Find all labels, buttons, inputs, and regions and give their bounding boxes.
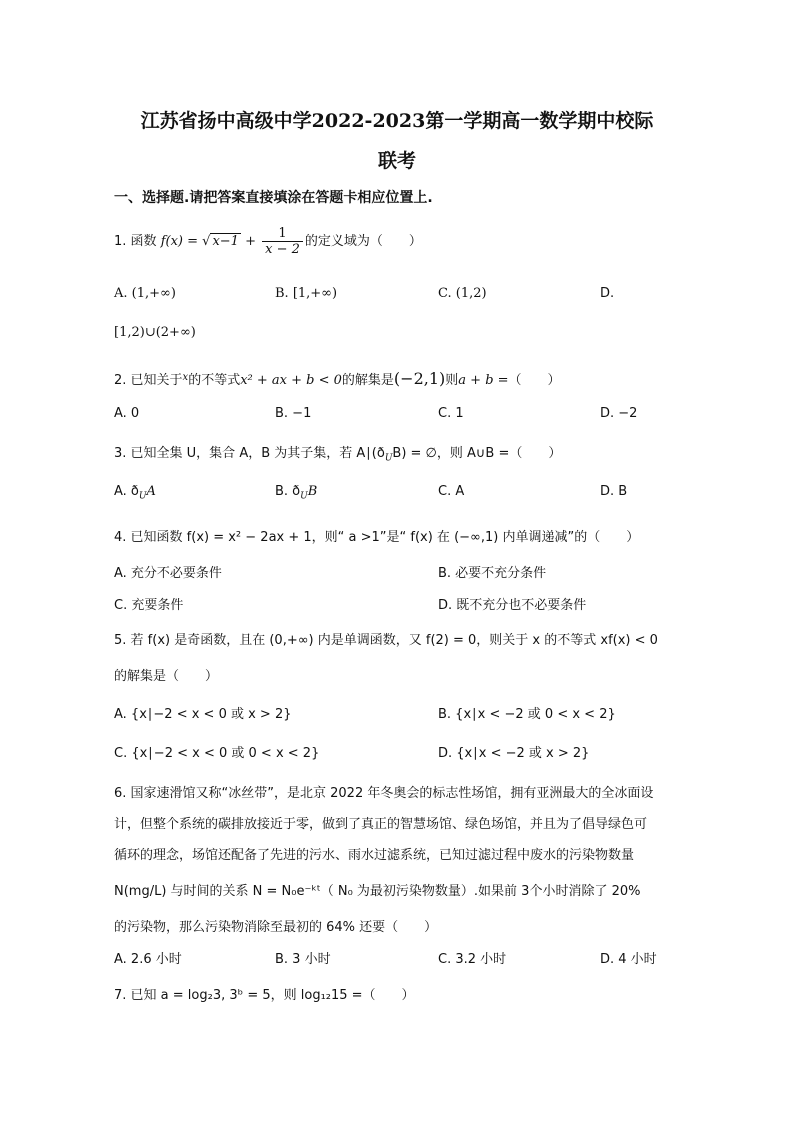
question-6-line-1: 6. 国家速滑馆又称“冰丝带”，是北京 2022 年冬奥会的标志性场馆，拥有亚洲最大的全冰面设 xyxy=(114,786,654,801)
q5-option-a: A. {x∣−2 < x < 0 或 x > 2} xyxy=(114,707,292,722)
q2-text-1: 2. 已知关于 xyxy=(114,373,183,388)
q1-suffix: 的定义域为（ ） xyxy=(304,234,422,249)
question-6-line-3: 循环的理念，场馆还配备了先进的污水、雨水过滤系统，已知过滤过程中废水的污染物数量 xyxy=(114,848,635,863)
q1-option-a: A. (1,+∞) xyxy=(114,286,176,301)
q2-option-c: C. 1 xyxy=(438,406,464,421)
q3-b-sub: U xyxy=(300,491,308,502)
q5-option-c: C. {x∣−2 < x < 0 或 0 < x < 2} xyxy=(114,746,320,761)
q1-denominator: x − 2 xyxy=(265,242,300,257)
q2-text-2: 的不等式 xyxy=(188,373,241,388)
q1-numerator: 1 xyxy=(262,226,303,242)
q3-text-2: B) = ∅，则 A∪B =（ ） xyxy=(392,446,562,461)
q4-option-b: B. 必要不充分条件 xyxy=(438,566,547,581)
question-1-stem: 1. 函数 f(x) = √ x−1 + $\frac{1}{x - 2}$ 的定义域为（ ） xyxy=(114,226,422,257)
q4-option-d: D. 既不充分也不必要条件 xyxy=(438,598,587,613)
q1-plus: + xyxy=(240,234,261,249)
q2-solution-set: (−2,1) xyxy=(393,369,446,388)
q5-option-b: B. {x∣x < −2 或 0 < x < 2} xyxy=(438,707,616,722)
q2-text-4: 则 xyxy=(445,373,459,388)
question-5-stem: 5. 若 f(x) 是奇函数，且在 (0,+∞) 内是单调函数，又 f(2) = 0，则关于 x 的不等式 xf(x) < 0 xyxy=(114,633,658,648)
q1-prefix: 1. 函数 xyxy=(114,234,157,249)
q6-option-d: D. 4 小时 xyxy=(600,952,657,967)
question-4-stem: 4. 已知函数 f(x) = x² − 2ax + 1，则“ a >1”是“ f(x) 在 (−∞,1) 内单调递减”的（ ） xyxy=(114,530,640,545)
exam-title-line2: 联考 xyxy=(377,150,416,172)
q1-option-c: C. (1,2) xyxy=(438,286,487,301)
question-6-line-4: N(mg/L) 与时间的关系 N = N₀e⁻ᵏᵗ（ N₀ 为最初污染物数量）.如果前 3个小时消除了 20% xyxy=(114,884,641,899)
q1-option-b: B. [1,+∞) xyxy=(275,286,338,301)
question-6-line-5: 的污染物，那么污染物消除至最初的 64% 还要（ ） xyxy=(114,920,438,935)
question-2-stem xyxy=(114,369,561,388)
q3-a-tail: A xyxy=(146,484,156,499)
q4-option-a: A. 充分不必要条件 xyxy=(114,566,222,581)
q5-option-d: D. {x∣x < −2 或 x > 2} xyxy=(438,746,590,761)
question-3-stem xyxy=(114,442,561,464)
q6-option-b: B. 3 小时 xyxy=(275,952,331,967)
section-heading: 一、选择题.请把答案直接填涂在答题卡相应位置上. xyxy=(114,190,433,206)
q3-option-a xyxy=(114,484,156,502)
q2-sum: a + b = xyxy=(458,373,509,388)
q6-option-c: C. 3.2 小时 xyxy=(438,952,507,967)
q2-text-3: 的解集是 xyxy=(341,373,394,388)
q4-option-c: C. 充要条件 xyxy=(114,598,184,613)
q2-var-x: x xyxy=(182,372,189,383)
q2-option-d: D. −2 xyxy=(600,406,638,421)
q1-fx: f(x) = xyxy=(160,234,203,249)
exam-title-line1: 江苏省扬中高级中学2022-2023第一学期高一数学期中校际 xyxy=(140,110,654,132)
q3-option-b xyxy=(275,484,317,502)
question-6-line-2: 计，但整个系统的碳排放接近于零，做到了真正的智慧场馆、绿色场馆，并且为了倡导绿色可 xyxy=(114,817,648,832)
q3-text-1: 3. 已知全集 U，集合 A，B 为其子集，若 A∣(ð xyxy=(114,446,385,461)
q3-subscript: U xyxy=(384,453,393,464)
q3-option-d: D. B xyxy=(600,484,628,499)
q1-sqrt: x−1 xyxy=(212,234,239,249)
q1-fraction xyxy=(262,226,303,257)
q6-option-a: A. 2.6 小时 xyxy=(114,952,182,967)
q3-b-label: B. ð xyxy=(275,484,301,499)
question-5-stem-cont: 的解集是（ ） xyxy=(114,669,219,684)
q2-option-b: B. −1 xyxy=(275,406,312,421)
q1-option-d: D. xyxy=(600,286,615,301)
q3-option-c: C. A xyxy=(438,484,465,499)
q3-a-label: A. ð xyxy=(114,484,139,499)
q3-b-tail: B xyxy=(307,484,318,499)
q2-option-a: A. 0 xyxy=(114,406,140,421)
q2-text-5: （ ） xyxy=(508,373,561,388)
question-7-stem: 7. 已知 a = log₂3, 3ᵇ = 5，则 log₁₂15 =（ ） xyxy=(114,988,415,1003)
q3-a-sub: U xyxy=(138,491,147,502)
q1-option-d-continued: [1,2)∪(2+∞) xyxy=(114,325,196,340)
q2-inequality: x² + ax + b < 0 xyxy=(240,373,342,388)
